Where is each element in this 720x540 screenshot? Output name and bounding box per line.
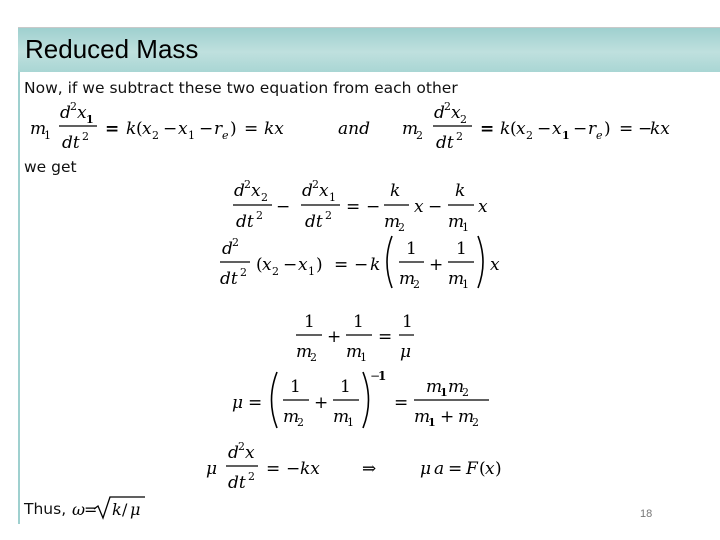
- svg-text:1: 1: [188, 129, 195, 142]
- svg-text:−: −: [537, 119, 552, 139]
- svg-text:m: m: [458, 407, 475, 427]
- svg-text:m: m: [399, 269, 416, 289]
- svg-text:=: =: [346, 197, 361, 217]
- svg-text:⇒: ⇒: [362, 459, 377, 479]
- svg-text:dt: dt: [236, 212, 254, 232]
- svg-text:ω: ω: [72, 500, 86, 519]
- svg-text:+: +: [440, 407, 455, 427]
- svg-text:−: −: [428, 197, 443, 217]
- svg-text:m: m: [384, 212, 401, 232]
- svg-text:m: m: [333, 407, 350, 427]
- svg-text:1: 1: [456, 239, 467, 259]
- and-word: and: [338, 119, 370, 139]
- svg-text:1: 1: [462, 221, 469, 234]
- svg-text:2: 2: [244, 178, 251, 191]
- svg-text:1: 1: [308, 265, 315, 278]
- svg-text:2: 2: [398, 221, 405, 234]
- svg-text:dt: dt: [220, 269, 238, 289]
- svg-text:m: m: [296, 342, 313, 362]
- svg-text:1: 1: [378, 369, 387, 383]
- svg-text:2: 2: [526, 129, 533, 142]
- equation-reduced-mass-definition: [296, 312, 414, 364]
- svg-text:=: =: [248, 393, 263, 413]
- svg-text:dt: dt: [62, 133, 80, 153]
- svg-text:2: 2: [256, 209, 263, 222]
- svg-text:=: =: [84, 500, 98, 519]
- svg-text:m: m: [414, 407, 431, 427]
- svg-text:): ): [316, 255, 323, 275]
- svg-text:x: x: [251, 181, 261, 201]
- svg-text:x: x: [414, 197, 424, 217]
- svg-text:1: 1: [428, 416, 436, 429]
- svg-text:1: 1: [340, 377, 351, 397]
- svg-text:d: d: [228, 443, 239, 463]
- equation-newton-form: [206, 440, 502, 493]
- svg-text:2: 2: [261, 191, 268, 204]
- svg-text:e: e: [596, 129, 603, 142]
- svg-text:2: 2: [152, 129, 159, 142]
- svg-text:2: 2: [240, 266, 247, 279]
- svg-text:1: 1: [360, 351, 367, 364]
- svg-text:1: 1: [304, 312, 315, 332]
- svg-text:+: +: [429, 255, 444, 275]
- svg-text:2: 2: [297, 416, 304, 429]
- svg-text:m: m: [448, 269, 465, 289]
- svg-text:x: x: [478, 197, 488, 217]
- svg-text:=: =: [394, 393, 409, 413]
- svg-text:kx: kx: [300, 459, 320, 479]
- svg-text:x: x: [490, 255, 500, 275]
- svg-text:x: x: [77, 103, 87, 123]
- svg-text:−: −: [163, 119, 178, 139]
- equation-reduced-mass-value: [232, 369, 489, 429]
- svg-text:(: (: [510, 119, 517, 139]
- svg-text:μ: μ: [232, 393, 244, 413]
- svg-text:=: =: [480, 119, 495, 139]
- svg-text:2: 2: [70, 100, 77, 113]
- svg-text:d: d: [234, 181, 245, 201]
- svg-text:d: d: [222, 239, 233, 259]
- svg-text:1: 1: [329, 191, 336, 204]
- we-get-text: we get: [24, 158, 77, 176]
- svg-text:m: m: [426, 377, 443, 397]
- svg-text:r: r: [588, 119, 597, 139]
- svg-text:1: 1: [290, 377, 301, 397]
- svg-text:1: 1: [402, 312, 413, 332]
- svg-text:): ): [604, 119, 611, 139]
- svg-text:+: +: [327, 327, 342, 347]
- svg-text:k: k: [370, 255, 381, 275]
- svg-text:m: m: [283, 407, 300, 427]
- svg-text:(: (: [256, 255, 263, 275]
- svg-text:−: −: [283, 255, 298, 275]
- svg-text:=: =: [619, 119, 634, 139]
- svg-text:1: 1: [562, 129, 570, 142]
- svg-text:−: −: [573, 119, 588, 139]
- intro-text: Now, if we subtract these two equation from each other: [24, 79, 458, 97]
- svg-text:x: x: [142, 119, 152, 139]
- svg-text:1: 1: [440, 386, 448, 399]
- svg-text:2: 2: [325, 209, 332, 222]
- thus-text: Thus,: [24, 500, 67, 518]
- svg-text:=: =: [334, 255, 349, 275]
- svg-text:d: d: [302, 181, 313, 201]
- svg-text:μ: μ: [130, 500, 141, 519]
- svg-text:k: k: [126, 119, 137, 139]
- svg-text:2: 2: [248, 470, 255, 483]
- svg-text:dt: dt: [228, 473, 246, 493]
- equation-angular-frequency: [72, 497, 145, 519]
- svg-text:m: m: [346, 342, 363, 362]
- svg-text:k: k: [500, 119, 511, 139]
- equation-difference: [233, 178, 488, 234]
- svg-text:1: 1: [353, 312, 364, 332]
- svg-text:=: =: [244, 119, 259, 139]
- svg-text:m: m: [402, 119, 419, 139]
- svg-text:dt: dt: [305, 212, 323, 232]
- svg-text:1: 1: [347, 416, 354, 429]
- svg-text:2: 2: [413, 278, 420, 291]
- svg-text:−: −: [286, 459, 301, 479]
- slide-number: 18: [640, 508, 653, 520]
- svg-text:m: m: [448, 212, 465, 232]
- svg-text:(: (: [479, 459, 486, 479]
- svg-text:2: 2: [310, 351, 317, 364]
- svg-text:dt: dt: [436, 133, 454, 153]
- svg-text:F: F: [466, 459, 478, 479]
- svg-text:x: x: [245, 443, 255, 463]
- svg-text:2: 2: [82, 130, 89, 143]
- slide-title: Reduced Mass: [25, 34, 199, 64]
- svg-text:d: d: [60, 103, 71, 123]
- svg-text:x: x: [516, 119, 526, 139]
- svg-text:x: x: [552, 119, 562, 139]
- svg-text:2: 2: [416, 129, 423, 142]
- svg-text:x: x: [485, 459, 495, 479]
- svg-text:−: −: [199, 119, 214, 139]
- svg-text:−: −: [366, 197, 381, 217]
- svg-text:m: m: [30, 119, 47, 139]
- svg-text:/: /: [122, 500, 128, 519]
- svg-text:k: k: [455, 181, 466, 201]
- svg-text:e: e: [222, 129, 229, 142]
- svg-text:μ: μ: [420, 459, 432, 479]
- svg-text:x: x: [319, 181, 329, 201]
- svg-text:k: k: [112, 500, 122, 519]
- svg-text:kx: kx: [264, 119, 284, 139]
- svg-text:2: 2: [456, 130, 463, 143]
- equation-relative-motion: [220, 236, 500, 291]
- svg-text:2: 2: [238, 440, 245, 453]
- svg-text:x: x: [451, 103, 461, 123]
- svg-text:x: x: [178, 119, 188, 139]
- svg-text:−: −: [276, 197, 291, 217]
- svg-text:=: =: [105, 119, 120, 139]
- svg-text:a: a: [434, 459, 445, 479]
- svg-text:): ): [495, 459, 502, 479]
- svg-text:2: 2: [312, 178, 319, 191]
- svg-text:2: 2: [460, 113, 467, 126]
- svg-text:2: 2: [462, 386, 469, 399]
- svg-text:x: x: [262, 255, 272, 275]
- svg-text:2: 2: [272, 265, 279, 278]
- svg-text:): ): [230, 119, 237, 139]
- svg-text:μ: μ: [206, 459, 218, 479]
- svg-text:2: 2: [444, 100, 451, 113]
- svg-text:r: r: [214, 119, 223, 139]
- svg-text:=: =: [378, 327, 393, 347]
- svg-text:d: d: [434, 103, 445, 123]
- svg-text:2: 2: [472, 416, 479, 429]
- svg-text:2: 2: [232, 236, 239, 249]
- svg-text:x: x: [298, 255, 308, 275]
- svg-text:1: 1: [462, 278, 469, 291]
- svg-text:−: −: [354, 255, 369, 275]
- svg-text:−: −: [638, 119, 653, 139]
- svg-text:=: =: [266, 459, 281, 479]
- svg-text:kx: kx: [650, 119, 670, 139]
- svg-text:=: =: [448, 459, 463, 479]
- svg-text:m: m: [448, 377, 465, 397]
- svg-text:μ: μ: [400, 342, 412, 362]
- svg-text:1: 1: [406, 239, 417, 259]
- svg-text:1: 1: [44, 129, 51, 142]
- svg-text:+: +: [314, 393, 329, 413]
- svg-text:−: −: [370, 369, 381, 383]
- equation-motion-pair: [30, 100, 670, 153]
- svg-text:(: (: [136, 119, 143, 139]
- svg-text:1: 1: [86, 113, 94, 126]
- svg-text:k: k: [390, 181, 401, 201]
